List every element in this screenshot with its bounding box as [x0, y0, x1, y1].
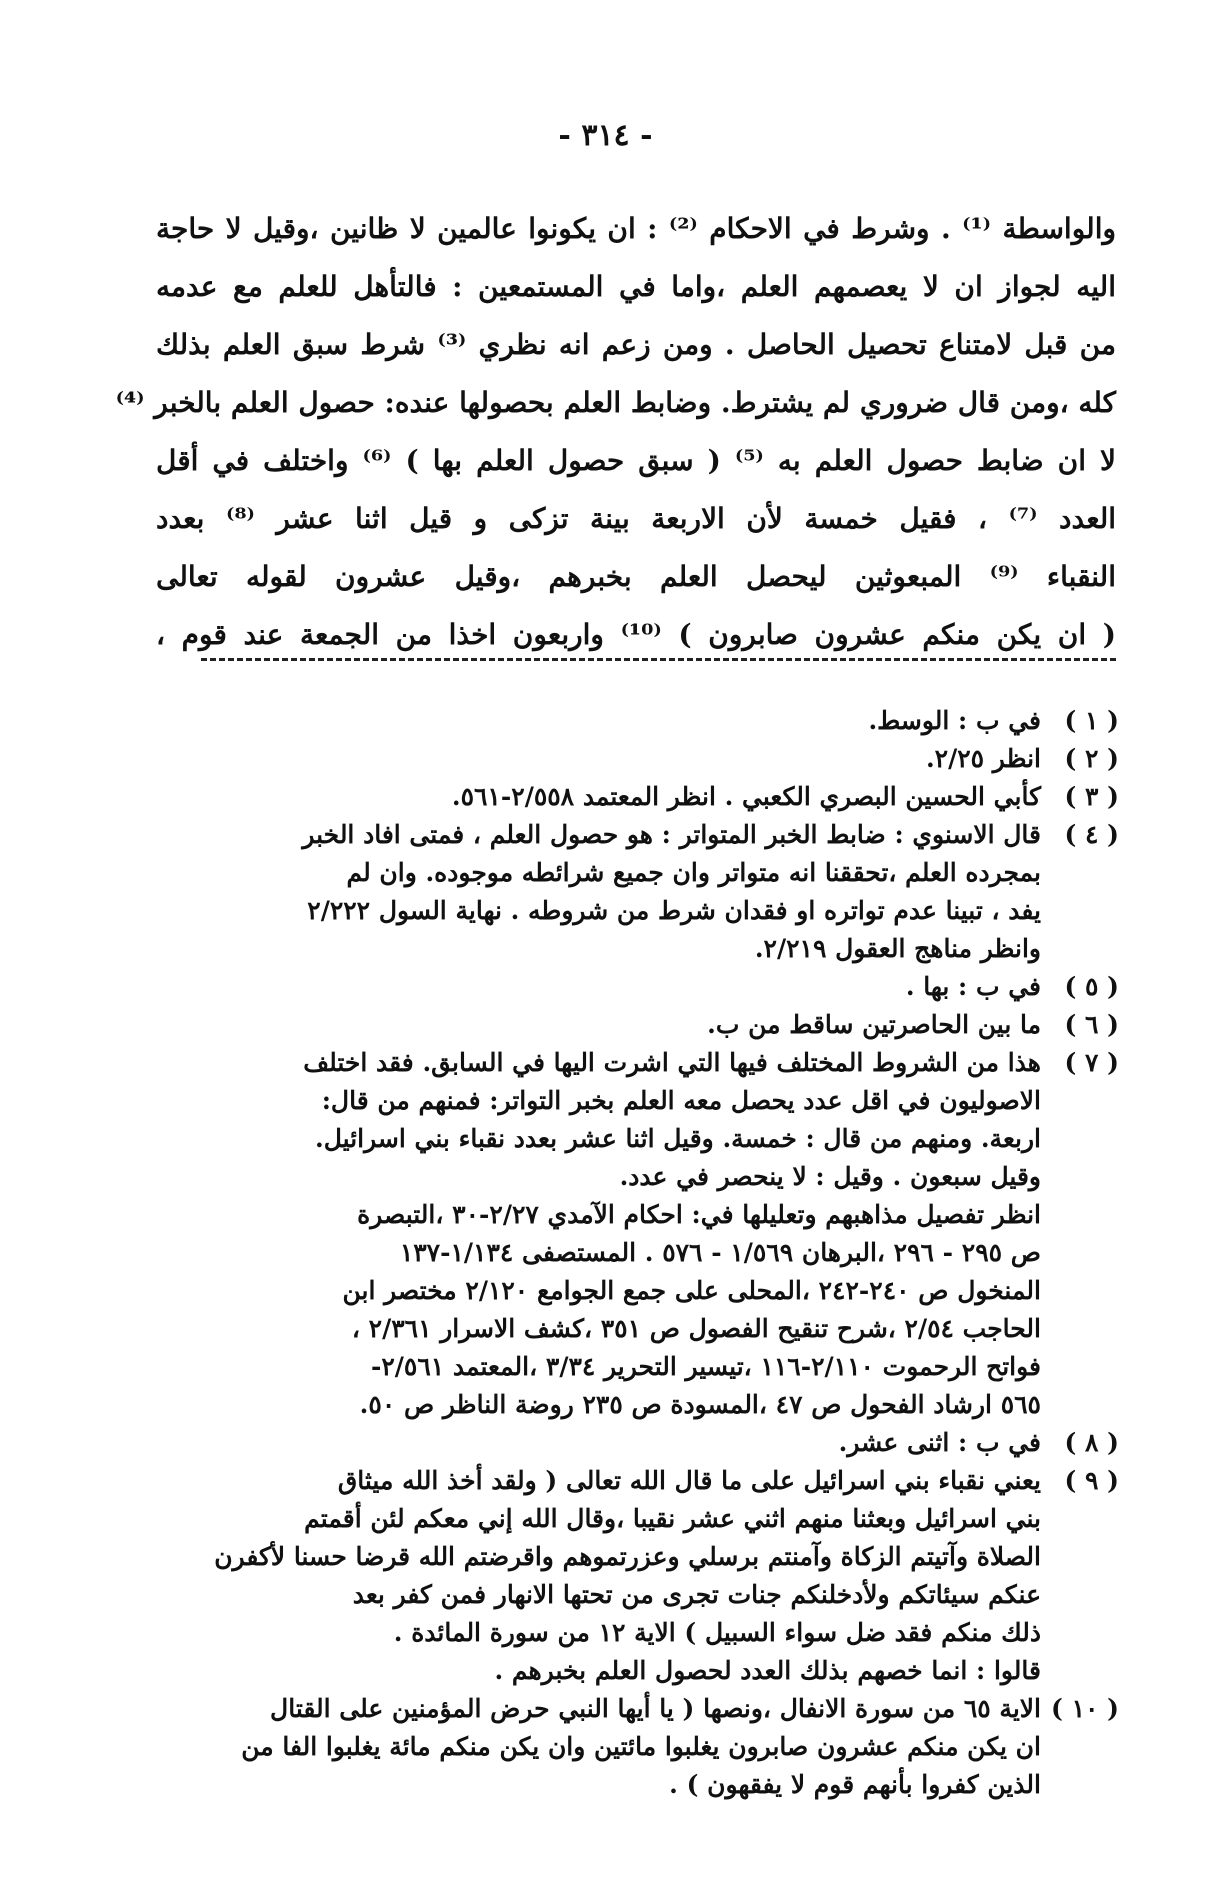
footnote-line: وانظر مناهج العقول ٢/٢١٩. — [754, 934, 1041, 963]
footnote-text — [109, 740, 1041, 778]
footnote — [109, 1690, 1119, 1804]
footnote-line: في ب : الوسط. — [868, 706, 1041, 735]
main-text — [115, 200, 1117, 664]
footnote-line: في ب : اثنى عشر. — [838, 1428, 1041, 1457]
footnote-line: الحاجب ٢/٥٤ ،شرح تنقيح الفصول ص ٣٥١ ،كشف الاسرار ٢/٣٦١ ، — [351, 1314, 1041, 1343]
footnote — [109, 1424, 1119, 1462]
footnote-line: كأبي الحسين البصري الكعبي . انظر المعتمد ٢/٥٥٨-٥٦١. — [451, 782, 1041, 811]
footnote — [109, 778, 1119, 816]
footnote-line: ما بين الحاصرتين ساقط من ب. — [707, 1010, 1041, 1039]
footnote — [109, 968, 1119, 1006]
footnote-line: ذلك منكم فقد ضل سواء السبيل ) الاية ١٢ من سورة المائدة . — [393, 1618, 1041, 1647]
footnote-text — [109, 778, 1041, 816]
footnote-text — [109, 702, 1041, 740]
footnote-text — [109, 1006, 1041, 1044]
footnote-number: ( ٥ ) — [1064, 972, 1119, 1001]
footnote-line: الاصوليون في اقل عدد يحصل معه العلم بخبر التواتر: فمنهم من قال: — [321, 1086, 1041, 1115]
footnote-text — [109, 1044, 1041, 1424]
footnote-line: قالوا : انما خصهم بذلك العدد لحصول العلم بخبرهم . — [494, 1656, 1041, 1685]
footnote — [109, 740, 1119, 778]
text-line: من قبل لامتناع تحصيل الحاصل . ومن زعم انه نظري ⁽³⁾ شرط سبق العلم بذلك — [156, 328, 1116, 361]
footnotes — [109, 702, 1119, 1804]
footnote-number: ( ٢ ) — [1064, 744, 1119, 773]
footnote-line: عنكم سيئاتكم ولأدخلنكم جنات تجرى من تحتها الانهار فمن كفر بعد — [352, 1580, 1041, 1609]
footnote-line: فواتح الرحموت ٢/١١٠-١١٦ ،تيسير التحرير ٣/٣٤ ،المعتمد ٢/٥٦١- — [370, 1352, 1041, 1381]
footnote-line: قال الاسنوي : ضابط الخبر المتواتر : هو حصول العلم ، فمتى افاد الخبر — [302, 820, 1041, 849]
footnote-number: ( ١٠ ) — [1051, 1694, 1119, 1723]
text-line: اليه لجواز ان لا يعصمهم العلم ،واما في المستمعين : فالتأهل للعلم مع عدمه — [156, 270, 1116, 303]
text-line: النقباء ⁽⁹⁾ المبعوثين ليحصل العلم بخبرهم ،وقيل عشرون لقوله تعالى — [156, 560, 1116, 593]
footnote-line: الاية ٦٥ من سورة الانفال ،ونصها ( يا أيها النبي حرض المؤمنين على القتال — [270, 1694, 1041, 1723]
footnote — [109, 1462, 1119, 1690]
footnote-text — [109, 968, 1041, 1006]
footnote-number: ( ٧ ) — [1064, 1048, 1119, 1077]
footnote-number: ( ٩ ) — [1064, 1466, 1119, 1495]
footnote — [109, 702, 1119, 740]
footnote-line: هذا من الشروط المختلف فيها التي اشرت اليها في السابق. فقد اختلف — [303, 1048, 1041, 1077]
footnote — [109, 1044, 1119, 1424]
footnote-line: يفد ، تبينا عدم تواتره او فقدان شرط من شروطه . نهاية السول ٢/٢٢٢ — [307, 896, 1041, 925]
footnote-line: في ب : بها . — [905, 972, 1041, 1001]
footnote-number: ( ١ ) — [1064, 706, 1119, 735]
footnote-line: انظر تفصيل مذاهبهم وتعليلها في: احكام الآمدي ٢/٢٧-٣٠ ،التبصرة — [357, 1200, 1041, 1229]
footnote-line: انظر ٢/٢٥. — [925, 744, 1041, 773]
footnote-line: اربعة. ومنهم من قال : خمسة. وقيل اثنا عشر بعدد نقباء بني اسرائيل. — [315, 1124, 1041, 1153]
footnote-text — [109, 816, 1041, 968]
footnote-text — [109, 1462, 1041, 1690]
text-line: كله ،ومن قال ضروري لم يشترط. وضابط العلم بحصولها عنده: حصول العلم بالخبر ⁽⁴⁾ — [115, 386, 1116, 419]
footnote-line: يعني نقباء بني اسرائيل على ما قال الله تعالى ( ولقد أخذ الله ميثاق — [337, 1466, 1041, 1495]
footnote-line: المنخول ص ٢٤٠-٢٤٢ ،المحلى على جمع الجوامع ٢/١٢٠ مختصر ابن — [342, 1276, 1041, 1305]
page-number: - ٣١٤ - — [558, 118, 653, 153]
footnote-line: بمجرده العلم ،تحققنا انه متواتر وان جميع شرائطه موجوده. وان لم — [346, 858, 1041, 887]
footnote-line: ٥٦٥ ارشاد الفحول ص ٤٧ ،المسودة ص ٢٣٥ روضة الناظر ص ٥٠. — [359, 1390, 1041, 1419]
footnote — [109, 816, 1119, 968]
footnote-line: الذين كفروا بأنهم قوم لا يفقهون ) . — [669, 1770, 1041, 1799]
footnote-number: ( ٣ ) — [1064, 782, 1119, 811]
footnote-text — [109, 1690, 1041, 1804]
footnote-line: بني اسرائيل وبعثنا منهم اثني عشر نقيبا ،وقال الله إني معكم لئن أقمتم — [304, 1504, 1041, 1533]
footnote-line: وقيل سبعون . وقيل : لا ينحصر في عدد. — [619, 1162, 1041, 1191]
text-line: العدد ⁽⁷⁾ ، فقيل خمسة لأن الاربعة بينة تزكى و قيل اثنا عشر ⁽⁸⁾ بعدد — [156, 502, 1117, 535]
text-line: والواسطة ⁽¹⁾ . وشرط في الاحكام ⁽²⁾ : ان يكونوا عالمين لا ظانين ،وقيل لا حاجة — [156, 212, 1117, 245]
text-line: لا ان ضابط حصول العلم به ⁽⁵⁾ ( سبق حصول العلم بها ) ⁽⁶⁾ واختلف في أقل — [156, 444, 1116, 477]
footnote-separator — [201, 658, 1116, 661]
footnote-number: ( ٨ ) — [1064, 1428, 1119, 1457]
footnote-line: الصلاة وآتيتم الزكاة وآمنتم برسلي وعزرتموهم واقرضتم الله قرضا حسنا لأكفرن — [214, 1542, 1041, 1571]
footnote-number: ( ٤ ) — [1064, 820, 1119, 849]
text-line: ( ان يكن منكم عشرون صابرون ) ⁽¹⁰⁾ واربعون اخذا من الجمعة عند قوم ، — [156, 618, 1116, 651]
footnote — [109, 1006, 1119, 1044]
footnote-line: ص ٢٩٥ - ٢٩٦ ،البرهان ١/٥٦٩ - ٥٧٦ . المستصفى ١/١٣٤-١٣٧ — [399, 1238, 1041, 1267]
footnote-text — [109, 1424, 1041, 1462]
footnote-number: ( ٦ ) — [1064, 1010, 1119, 1039]
footnote-line: ان يكن منكم عشرون صابرون يغلبوا مائتين وان يكن منكم مائة يغلبوا الفا من — [241, 1732, 1041, 1761]
